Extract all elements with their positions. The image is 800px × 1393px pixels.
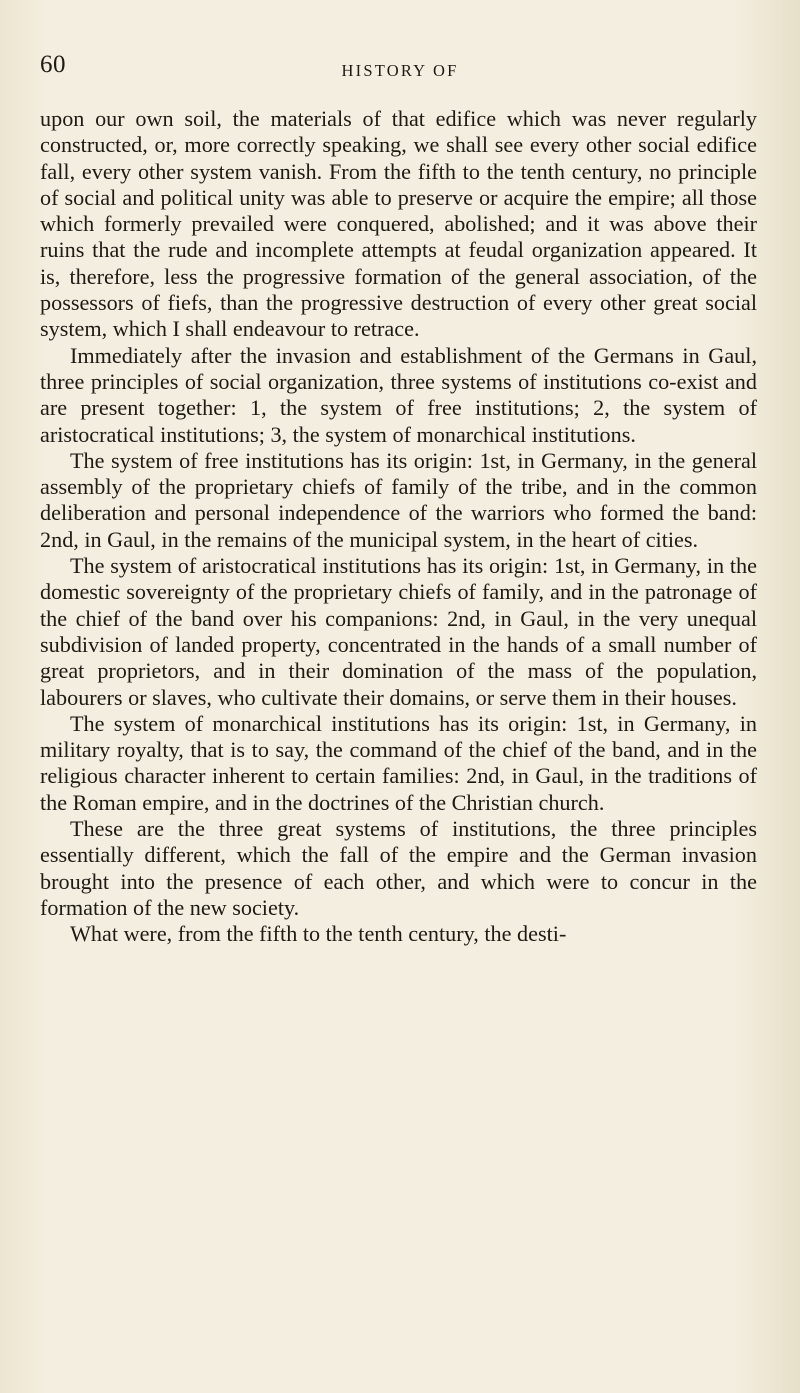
paragraph: What were, from the fifth to the tenth century, the desti- (69, 921, 567, 947)
paragraph: The system of free institutions has its origin: 1st, in Germany, in the general assembly of the proprietary chiefs of family of the tribe, and in the common deliberation and personal independence of the warriors who formed the band: 2nd, in Gaul, in the remains of the municipal system, in the heart of cities. (40, 447, 757, 552)
page-number: 60 (40, 51, 66, 78)
body-text (40, 106, 757, 948)
paragraph: Immediately after the invasion and establishment of the Germans in Gaul, three principles of social organization, three systems of institutions co-exist and are present together: 1, the system of free institutions; 2, the system of aristocratical institutions; 3, the system of monarchical institutions. (40, 342, 757, 447)
paragraph: These are the three great systems of institutions, the three principles essentially different, which the fall of the empire and the German invasion brought into the presence of each other, and which were to concur in the formation of the new society. (40, 816, 757, 920)
paragraph: upon our own soil, the materials of that edifice which was never regularly constructed, or, more correctly speaking, we shall see every other social edifice fall, every other system vanish. From the fifth to the tenth century, no principle of social and political unity was able to preserve or acquire the empire; all those which formerly prevailed were conquered, abolished; and it was above their ruins that the rude and incomplete attempts at feudal organization appeared. It is, therefore, less the progressive formation of the general association, of the possessors of fiefs, than the progressive destruction of every other great social system, which I shall endeavour to retrace. (40, 106, 757, 342)
paragraph: The system of aristocratical institutions has its origin: 1st, in Germany, in the domestic sovereignty of the proprietary chiefs of family, and in the patronage of the chief of the band over his companions: 2nd, in Gaul, in the very unequal subdivision of landed property, concentrated in the hands of a small number of great proprietors, and in their domination of the mass of the population, labourers or slaves, who cultivate their domains, or serve them in their houses. (40, 553, 757, 710)
running-head: HISTORY OF (341, 61, 459, 80)
paragraph: The system of monarchical institutions has its origin: 1st, in Germany, in military royalty, that is to say, the command of the chief of the band, and in the religious character inherent to certain families: 2nd, in Gaul, in the traditions of the Roman empire, and in the doctrines of the Christian church. (40, 710, 757, 815)
